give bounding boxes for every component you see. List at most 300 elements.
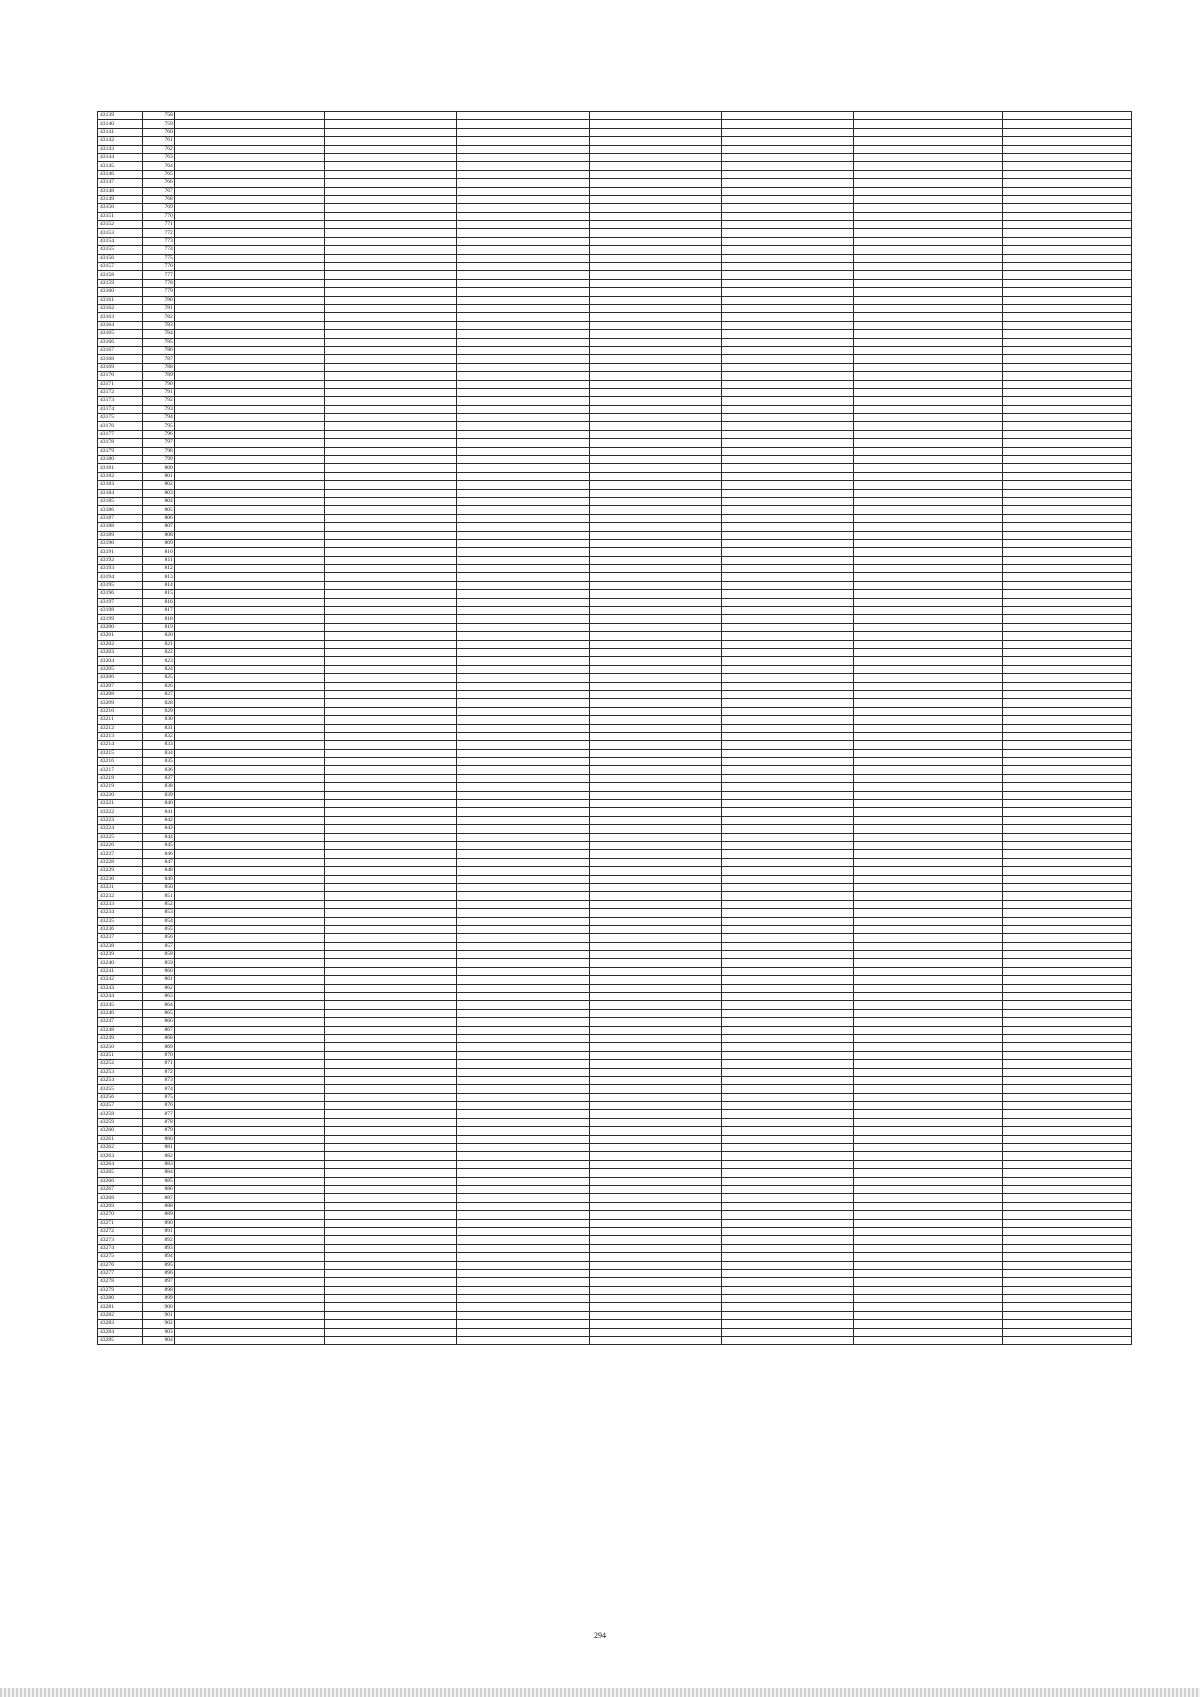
cell-p4 bbox=[721, 120, 853, 128]
cell-p2 bbox=[457, 1311, 589, 1319]
cell-p5 bbox=[853, 657, 1002, 665]
cell-p4 bbox=[721, 1034, 853, 1042]
cell-id: 43211 bbox=[98, 716, 143, 724]
cell-address bbox=[174, 1060, 324, 1068]
cell-p4 bbox=[721, 909, 853, 917]
cell-no: 901 bbox=[143, 1311, 175, 1319]
cell-p3 bbox=[589, 179, 721, 187]
cell-p5 bbox=[853, 1177, 1002, 1185]
cell-p3 bbox=[589, 279, 721, 287]
cell-id: 43258 bbox=[98, 1110, 143, 1118]
cell-p5 bbox=[853, 1043, 1002, 1051]
cell-p4 bbox=[721, 858, 853, 866]
cell-no: 842 bbox=[143, 816, 175, 824]
cell-p3 bbox=[589, 1127, 721, 1135]
cell-p5 bbox=[853, 1227, 1002, 1235]
cell-p4 bbox=[721, 951, 853, 959]
cell-id: 43207 bbox=[98, 682, 143, 690]
cell-p2 bbox=[457, 598, 589, 606]
cell-p3 bbox=[589, 195, 721, 203]
cell-no: 815 bbox=[143, 590, 175, 598]
cell-p3 bbox=[589, 548, 721, 556]
cell-p4 bbox=[721, 1244, 853, 1252]
cell-p5 bbox=[853, 179, 1002, 187]
cell-p6 bbox=[1003, 1244, 1132, 1252]
cell-no: 845 bbox=[143, 841, 175, 849]
cell-p6 bbox=[1003, 1018, 1132, 1026]
cell-p5 bbox=[853, 791, 1002, 799]
cell-address bbox=[174, 237, 324, 245]
cell-p6 bbox=[1003, 942, 1132, 950]
cell-p5 bbox=[853, 388, 1002, 396]
cell-p3 bbox=[589, 565, 721, 573]
cell-address bbox=[174, 976, 324, 984]
cell-p6 bbox=[1003, 187, 1132, 195]
cell-address bbox=[174, 304, 324, 312]
cell-no: 838 bbox=[143, 783, 175, 791]
cell-p1 bbox=[325, 481, 457, 489]
table-row bbox=[98, 254, 1132, 262]
cell-p4 bbox=[721, 925, 853, 933]
cell-p2 bbox=[457, 699, 589, 707]
cell-id: 43265 bbox=[98, 1169, 143, 1177]
cell-id: 43244 bbox=[98, 993, 143, 1001]
cell-id: 43214 bbox=[98, 741, 143, 749]
table-row bbox=[98, 296, 1132, 304]
cell-p5 bbox=[853, 1311, 1002, 1319]
cell-p4 bbox=[721, 690, 853, 698]
cell-p1 bbox=[325, 1337, 457, 1345]
cell-address bbox=[174, 397, 324, 405]
cell-address bbox=[174, 254, 324, 262]
cell-p2 bbox=[457, 1253, 589, 1261]
cell-p6 bbox=[1003, 867, 1132, 875]
cell-id: 43191 bbox=[98, 548, 143, 556]
cell-p1 bbox=[325, 1244, 457, 1252]
cell-p5 bbox=[853, 1018, 1002, 1026]
cell-p1 bbox=[325, 195, 457, 203]
cell-id: 43152 bbox=[98, 221, 143, 229]
cell-p1 bbox=[325, 296, 457, 304]
table-row bbox=[98, 1278, 1132, 1286]
cell-p5 bbox=[853, 330, 1002, 338]
cell-p2 bbox=[457, 623, 589, 631]
table-row bbox=[98, 749, 1132, 757]
cell-p2 bbox=[457, 1303, 589, 1311]
cell-p4 bbox=[721, 724, 853, 732]
cell-p4 bbox=[721, 917, 853, 925]
cell-no: 832 bbox=[143, 732, 175, 740]
cell-p1 bbox=[325, 229, 457, 237]
cell-p3 bbox=[589, 489, 721, 497]
cell-p1 bbox=[325, 288, 457, 296]
cell-p5 bbox=[853, 221, 1002, 229]
cell-p6 bbox=[1003, 590, 1132, 598]
cell-p4 bbox=[721, 229, 853, 237]
cell-p5 bbox=[853, 237, 1002, 245]
cell-p6 bbox=[1003, 288, 1132, 296]
table-row bbox=[98, 1311, 1132, 1319]
cell-p5 bbox=[853, 581, 1002, 589]
cell-no: 765 bbox=[143, 170, 175, 178]
cell-id: 43193 bbox=[98, 565, 143, 573]
cell-id: 43231 bbox=[98, 883, 143, 891]
cell-id: 43276 bbox=[98, 1261, 143, 1269]
cell-p6 bbox=[1003, 623, 1132, 631]
cell-address bbox=[174, 1311, 324, 1319]
cell-p5 bbox=[853, 472, 1002, 480]
table-row bbox=[98, 841, 1132, 849]
table-row bbox=[98, 900, 1132, 908]
table-row bbox=[98, 800, 1132, 808]
cell-p1 bbox=[325, 263, 457, 271]
cell-p1 bbox=[325, 112, 457, 120]
cell-p3 bbox=[589, 153, 721, 161]
cell-p2 bbox=[457, 1244, 589, 1252]
cell-p4 bbox=[721, 1295, 853, 1303]
cell-no: 777 bbox=[143, 271, 175, 279]
cell-p3 bbox=[589, 221, 721, 229]
cell-p4 bbox=[721, 934, 853, 942]
cell-p6 bbox=[1003, 573, 1132, 581]
cell-p6 bbox=[1003, 153, 1132, 161]
cell-p2 bbox=[457, 590, 589, 598]
cell-p1 bbox=[325, 1110, 457, 1118]
cell-p3 bbox=[589, 288, 721, 296]
table-row bbox=[98, 925, 1132, 933]
cell-address bbox=[174, 363, 324, 371]
cell-id: 43227 bbox=[98, 850, 143, 858]
cell-no: 783 bbox=[143, 321, 175, 329]
table-row bbox=[98, 783, 1132, 791]
cell-p4 bbox=[721, 296, 853, 304]
cell-p3 bbox=[589, 271, 721, 279]
cell-p4 bbox=[721, 1144, 853, 1152]
cell-p5 bbox=[853, 699, 1002, 707]
cell-p1 bbox=[325, 1060, 457, 1068]
cell-id: 43143 bbox=[98, 145, 143, 153]
cell-p4 bbox=[721, 1311, 853, 1319]
cell-id: 43269 bbox=[98, 1202, 143, 1210]
cell-p1 bbox=[325, 841, 457, 849]
cell-p2 bbox=[457, 346, 589, 354]
cell-p3 bbox=[589, 229, 721, 237]
cell-no: 782 bbox=[143, 313, 175, 321]
cell-address bbox=[174, 179, 324, 187]
cell-p5 bbox=[853, 1269, 1002, 1277]
cell-p3 bbox=[589, 925, 721, 933]
cell-p4 bbox=[721, 581, 853, 589]
cell-p5 bbox=[853, 858, 1002, 866]
cell-address bbox=[174, 1320, 324, 1328]
cell-p4 bbox=[721, 607, 853, 615]
cell-p6 bbox=[1003, 741, 1132, 749]
cell-p2 bbox=[457, 858, 589, 866]
table-row bbox=[98, 598, 1132, 606]
cell-address bbox=[174, 1169, 324, 1177]
cell-p1 bbox=[325, 833, 457, 841]
cell-p1 bbox=[325, 153, 457, 161]
cell-p3 bbox=[589, 1303, 721, 1311]
cell-no: 831 bbox=[143, 724, 175, 732]
cell-p6 bbox=[1003, 321, 1132, 329]
cell-p1 bbox=[325, 565, 457, 573]
cell-no: 867 bbox=[143, 1026, 175, 1034]
cell-p4 bbox=[721, 993, 853, 1001]
cell-p4 bbox=[721, 422, 853, 430]
cell-no: 780 bbox=[143, 296, 175, 304]
cell-id: 43185 bbox=[98, 497, 143, 505]
table-row bbox=[98, 623, 1132, 631]
cell-no: 853 bbox=[143, 909, 175, 917]
cell-p4 bbox=[721, 833, 853, 841]
cell-p3 bbox=[589, 917, 721, 925]
cell-address bbox=[174, 800, 324, 808]
cell-p2 bbox=[457, 422, 589, 430]
cell-no: 836 bbox=[143, 766, 175, 774]
cell-p6 bbox=[1003, 237, 1132, 245]
table-row bbox=[98, 1227, 1132, 1235]
cell-p2 bbox=[457, 841, 589, 849]
cell-p6 bbox=[1003, 1144, 1132, 1152]
cell-p3 bbox=[589, 246, 721, 254]
cell-p3 bbox=[589, 1211, 721, 1219]
cell-p6 bbox=[1003, 430, 1132, 438]
cell-p4 bbox=[721, 153, 853, 161]
cell-no: 862 bbox=[143, 984, 175, 992]
cell-p6 bbox=[1003, 1194, 1132, 1202]
cell-address bbox=[174, 523, 324, 531]
cell-id: 43188 bbox=[98, 523, 143, 531]
cell-p4 bbox=[721, 497, 853, 505]
cell-p2 bbox=[457, 1278, 589, 1286]
cell-p4 bbox=[721, 1253, 853, 1261]
cell-p3 bbox=[589, 959, 721, 967]
cell-id: 43171 bbox=[98, 380, 143, 388]
cell-p2 bbox=[457, 716, 589, 724]
cell-no: 766 bbox=[143, 179, 175, 187]
table-row bbox=[98, 263, 1132, 271]
cell-no: 798 bbox=[143, 447, 175, 455]
table-row bbox=[98, 732, 1132, 740]
cell-p1 bbox=[325, 145, 457, 153]
cell-p4 bbox=[721, 615, 853, 623]
cell-p1 bbox=[325, 581, 457, 589]
table-row bbox=[98, 984, 1132, 992]
cell-p2 bbox=[457, 942, 589, 950]
page-number: 294 bbox=[594, 1631, 606, 1640]
cell-p1 bbox=[325, 128, 457, 136]
cell-no: 875 bbox=[143, 1093, 175, 1101]
cell-address bbox=[174, 833, 324, 841]
cell-p6 bbox=[1003, 338, 1132, 346]
cell-address bbox=[174, 942, 324, 950]
cell-p2 bbox=[457, 1118, 589, 1126]
cell-id: 43283 bbox=[98, 1320, 143, 1328]
cell-id: 43254 bbox=[98, 1076, 143, 1084]
cell-p1 bbox=[325, 900, 457, 908]
cell-p5 bbox=[853, 967, 1002, 975]
cell-p5 bbox=[853, 892, 1002, 900]
cell-p6 bbox=[1003, 850, 1132, 858]
cell-p1 bbox=[325, 682, 457, 690]
cell-p6 bbox=[1003, 162, 1132, 170]
cell-p4 bbox=[721, 749, 853, 757]
cell-p5 bbox=[853, 1068, 1002, 1076]
cell-p1 bbox=[325, 497, 457, 505]
cell-p6 bbox=[1003, 1227, 1132, 1235]
cell-p1 bbox=[325, 640, 457, 648]
cell-address bbox=[174, 1278, 324, 1286]
cell-p3 bbox=[589, 808, 721, 816]
table-row bbox=[98, 1026, 1132, 1034]
cell-p3 bbox=[589, 1328, 721, 1336]
cell-address bbox=[174, 909, 324, 917]
cell-p6 bbox=[1003, 699, 1132, 707]
cell-p6 bbox=[1003, 556, 1132, 564]
cell-p5 bbox=[853, 783, 1002, 791]
cell-no: 785 bbox=[143, 338, 175, 346]
cell-p3 bbox=[589, 833, 721, 841]
cell-p6 bbox=[1003, 1076, 1132, 1084]
cell-p6 bbox=[1003, 1169, 1132, 1177]
cell-p4 bbox=[721, 246, 853, 254]
cell-id: 43263 bbox=[98, 1152, 143, 1160]
cell-p3 bbox=[589, 699, 721, 707]
cell-p4 bbox=[721, 1261, 853, 1269]
cell-p1 bbox=[325, 1269, 457, 1277]
cell-p5 bbox=[853, 959, 1002, 967]
cell-p6 bbox=[1003, 892, 1132, 900]
cell-address bbox=[174, 649, 324, 657]
cell-p6 bbox=[1003, 120, 1132, 128]
cell-p1 bbox=[325, 254, 457, 262]
cell-p2 bbox=[457, 363, 589, 371]
cell-no: 788 bbox=[143, 363, 175, 371]
table-row bbox=[98, 833, 1132, 841]
cell-p3 bbox=[589, 1152, 721, 1160]
cell-p2 bbox=[457, 892, 589, 900]
cell-p4 bbox=[721, 1236, 853, 1244]
cell-address bbox=[174, 430, 324, 438]
cell-id: 43275 bbox=[98, 1253, 143, 1261]
cell-p6 bbox=[1003, 489, 1132, 497]
cell-id: 43163 bbox=[98, 313, 143, 321]
cell-p5 bbox=[853, 707, 1002, 715]
cell-p1 bbox=[325, 783, 457, 791]
cell-address bbox=[174, 539, 324, 547]
cell-id: 43178 bbox=[98, 439, 143, 447]
cell-p1 bbox=[325, 363, 457, 371]
cell-id: 43262 bbox=[98, 1144, 143, 1152]
cell-address bbox=[174, 531, 324, 539]
cell-p2 bbox=[457, 539, 589, 547]
cell-id: 43224 bbox=[98, 825, 143, 833]
cell-address bbox=[174, 497, 324, 505]
cell-p2 bbox=[457, 414, 589, 422]
cell-p2 bbox=[457, 489, 589, 497]
cell-p4 bbox=[721, 162, 853, 170]
cell-p1 bbox=[325, 506, 457, 514]
cell-p6 bbox=[1003, 514, 1132, 522]
cell-id: 43284 bbox=[98, 1328, 143, 1336]
cell-id: 43168 bbox=[98, 355, 143, 363]
cell-p1 bbox=[325, 1320, 457, 1328]
cell-p1 bbox=[325, 1152, 457, 1160]
cell-p5 bbox=[853, 649, 1002, 657]
cell-no: 825 bbox=[143, 674, 175, 682]
cell-no: 760 bbox=[143, 128, 175, 136]
cell-p3 bbox=[589, 539, 721, 547]
cell-p1 bbox=[325, 858, 457, 866]
cell-no: 893 bbox=[143, 1244, 175, 1252]
cell-p1 bbox=[325, 808, 457, 816]
cell-p2 bbox=[457, 774, 589, 782]
cell-address bbox=[174, 581, 324, 589]
cell-p1 bbox=[325, 993, 457, 1001]
cell-p4 bbox=[721, 1076, 853, 1084]
cell-p2 bbox=[457, 1337, 589, 1345]
cell-address bbox=[174, 1211, 324, 1219]
cell-p3 bbox=[589, 531, 721, 539]
cell-p1 bbox=[325, 355, 457, 363]
cell-p5 bbox=[853, 145, 1002, 153]
cell-no: 855 bbox=[143, 925, 175, 933]
cell-p2 bbox=[457, 1127, 589, 1135]
cell-p5 bbox=[853, 1253, 1002, 1261]
cell-no: 801 bbox=[143, 472, 175, 480]
cell-p5 bbox=[853, 1051, 1002, 1059]
cell-p1 bbox=[325, 875, 457, 883]
cell-address bbox=[174, 959, 324, 967]
cell-p4 bbox=[721, 1051, 853, 1059]
cell-address bbox=[174, 1110, 324, 1118]
cell-p1 bbox=[325, 867, 457, 875]
cell-id: 43282 bbox=[98, 1311, 143, 1319]
cell-p4 bbox=[721, 942, 853, 950]
cell-p1 bbox=[325, 1001, 457, 1009]
cell-no: 841 bbox=[143, 808, 175, 816]
cell-p4 bbox=[721, 288, 853, 296]
cell-p1 bbox=[325, 422, 457, 430]
cell-no: 814 bbox=[143, 581, 175, 589]
table-row bbox=[98, 1018, 1132, 1026]
cell-p2 bbox=[457, 1085, 589, 1093]
cell-p6 bbox=[1003, 967, 1132, 975]
cell-p3 bbox=[589, 472, 721, 480]
cell-address bbox=[174, 153, 324, 161]
cell-id: 43158 bbox=[98, 271, 143, 279]
cell-id: 43234 bbox=[98, 909, 143, 917]
cell-p2 bbox=[457, 674, 589, 682]
cell-p5 bbox=[853, 1060, 1002, 1068]
cell-p1 bbox=[325, 1043, 457, 1051]
cell-p5 bbox=[853, 1118, 1002, 1126]
cell-id: 43218 bbox=[98, 774, 143, 782]
cell-p4 bbox=[721, 1328, 853, 1336]
cell-p1 bbox=[325, 1219, 457, 1227]
cell-address bbox=[174, 229, 324, 237]
table-row bbox=[98, 153, 1132, 161]
cell-id: 43255 bbox=[98, 1085, 143, 1093]
cell-p6 bbox=[1003, 909, 1132, 917]
table-row bbox=[98, 976, 1132, 984]
cell-id: 43175 bbox=[98, 414, 143, 422]
cell-id: 43217 bbox=[98, 766, 143, 774]
cell-id: 43199 bbox=[98, 615, 143, 623]
cell-p4 bbox=[721, 800, 853, 808]
cell-p6 bbox=[1003, 229, 1132, 237]
